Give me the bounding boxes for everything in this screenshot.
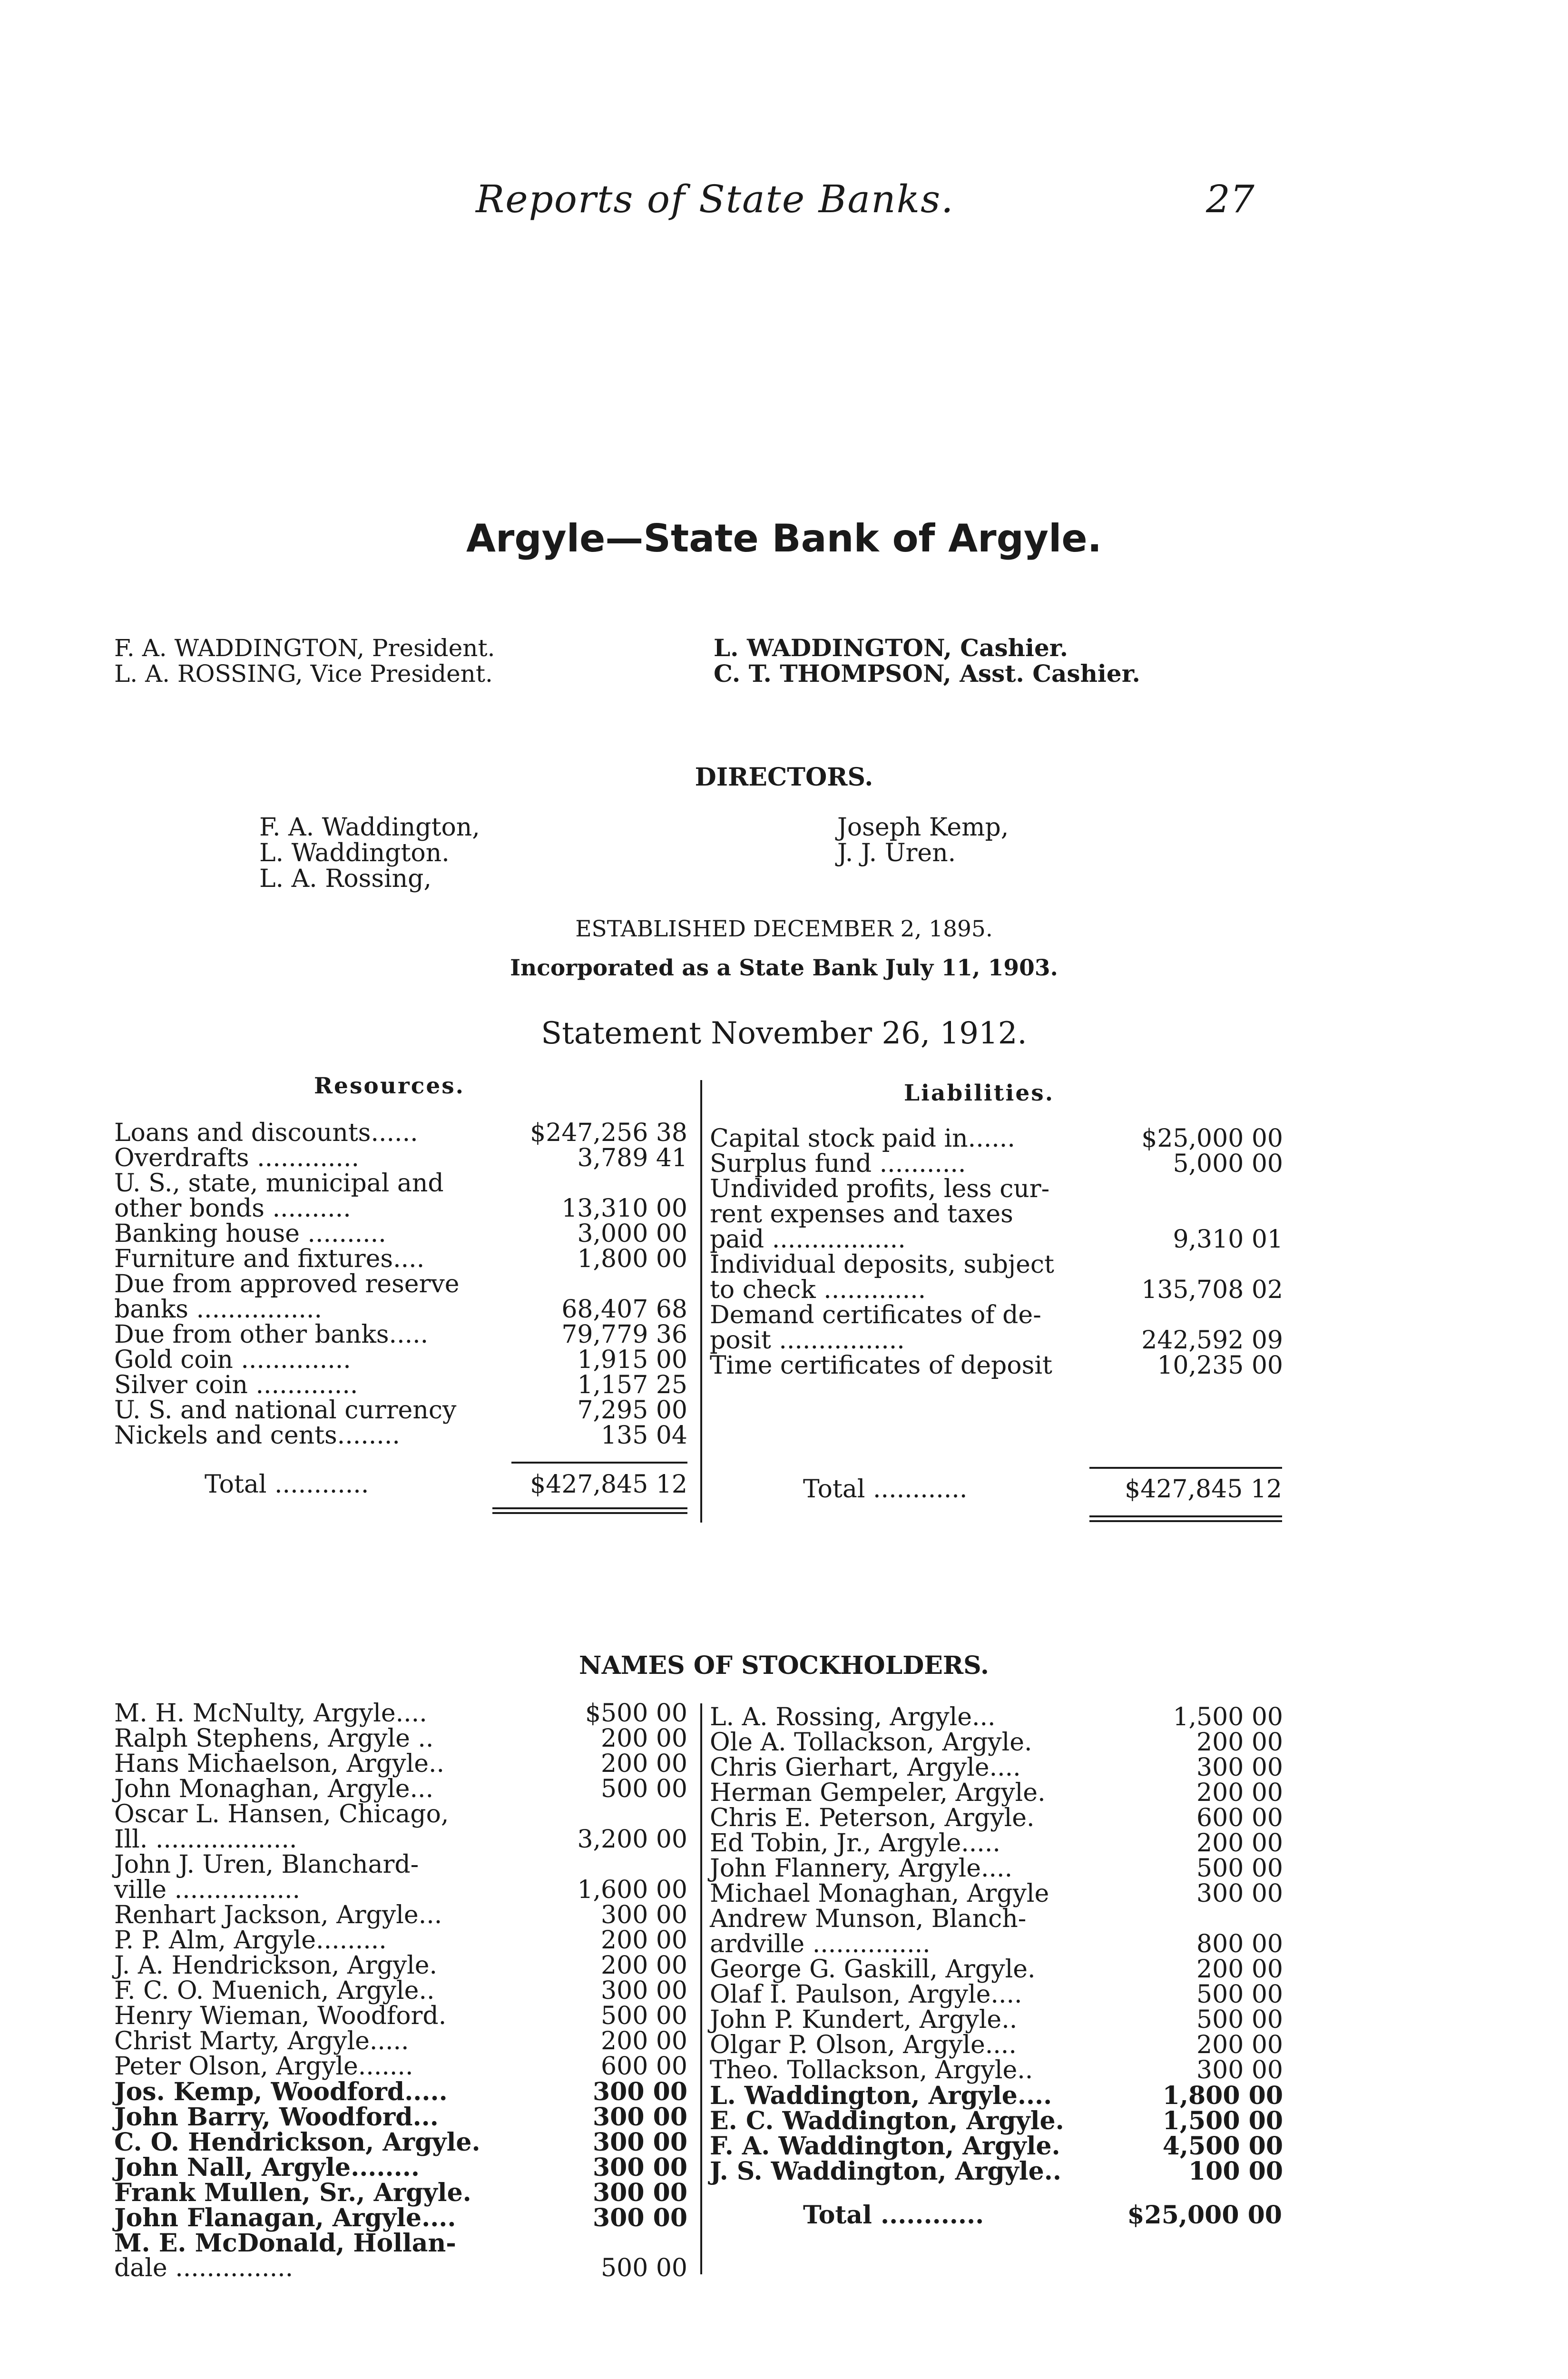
stockholder-row-amount: 500 00 [601,2002,687,2030]
resource-row-amount: 1,157 25 [577,1371,687,1399]
stockholders-left-list [114,1701,687,2281]
stockholder-row-label: Jos. Kemp, Woodford..... [114,2077,448,2106]
liability-row-label: Demand certificates of de- [710,1301,1041,1329]
liabilities-total-amount: $427,845 12 [1125,1475,1282,1504]
stockholders-divider [700,1703,702,2274]
resource-row [114,1272,687,1297]
stockholder-row [114,1777,687,1802]
stockholder-row-label: Andrew Munson, Blanch- [710,1905,1027,1933]
stockholder-row-label: Ed Tobin, Jr., Argyle..... [710,1829,1000,1858]
bank-title: Argyle—State Bank of Argyle. [466,516,1102,560]
liability-row [710,1278,1283,1303]
stockholder-row [710,1780,1283,1806]
resource-row [114,1221,687,1247]
officer-cashier: L. WADDINGTON, Cashier. [714,634,1068,662]
resource-row [114,1171,687,1196]
stockholder-row-label: John Flanagan, Argyle.... [114,2203,456,2232]
liability-row [710,1252,1283,1278]
stockholder-row [710,2058,1283,2083]
stockholder-row [710,1982,1283,2007]
stockholder-row-amount: $500 00 [585,1699,687,1728]
stockholder-row [114,1978,687,2004]
director-name: J. J. Uren. [837,839,956,867]
liability-row-label: Individual deposits, subject [710,1250,1054,1279]
stockholder-row [710,1755,1283,1780]
stockholder-row-amount: 500 00 [601,2254,687,2282]
stockholder-row-label: E. C. Waddington, Argyle. [710,2106,1064,2135]
stockholder-row [710,1881,1283,1907]
director-name: L. Waddington. [259,839,450,867]
resource-row-label: banks ................ [114,1295,322,1324]
stockholder-row-label: Ill. .................. [114,1825,297,1854]
stockholder-row [114,1878,687,1903]
resource-row-label: Due from other banks..... [114,1320,429,1349]
stockholder-row [114,2054,687,2079]
resource-row-amount: 7,295 00 [577,1396,687,1425]
stockholder-row-label: Renhart Jackson, Argyle... [114,1901,442,1929]
resource-row [114,1196,687,1221]
liability-row [710,1227,1283,1252]
stockholder-row-amount: 3,200 00 [577,1825,687,1854]
officer-asst-cashier: C. T. THOMPSON, Asst. Cashier. [714,659,1140,688]
stockholder-row-amount: 800 00 [1196,1930,1283,1958]
resource-row [114,1121,687,1146]
resources-table [114,1121,687,1448]
resource-row [114,1146,687,1171]
liability-row-amount: 10,235 00 [1157,1351,1283,1380]
resource-row-label: Banking house .......... [114,1219,386,1248]
stockholder-row [114,2231,687,2256]
liability-row-amount: $25,000 00 [1141,1124,1283,1153]
liabilities-double-rule [1089,1515,1282,1522]
stockholder-row-label: Oscar L. Hansen, Chicago, [114,1800,449,1828]
stockholder-row [710,2108,1283,2133]
stockholder-row-label: George G. Gaskill, Argyle. [710,1955,1036,1984]
stockholder-row-amount: 200 00 [1196,1779,1283,1807]
stockholder-row [710,2133,1283,2159]
resource-row [114,1247,687,1272]
stockholder-row-label: Ole A. Tollackson, Argyle. [710,1728,1032,1757]
liability-row-amount: 135,708 02 [1141,1276,1283,1304]
stockholder-row [710,2033,1283,2058]
stockholder-row [114,2079,687,2104]
stockholder-row-amount: 300 00 [592,2178,687,2207]
stockholder-row [114,1852,687,1878]
stockholder-row [710,1957,1283,1982]
stockholder-row-label: L. Waddington, Argyle.... [710,2081,1052,2110]
stockholder-row-label: Chris Gierhart, Argyle.... [710,1753,1021,1782]
resources-total-label: Total ............ [205,1470,369,1499]
stockholder-row [114,1701,687,1726]
stockholder-row-amount: 500 00 [1196,1854,1283,1883]
stockholder-row-amount: 300 00 [592,2128,687,2157]
stockholder-row-label: F. C. O. Muenich, Argyle.. [114,1976,435,2005]
resource-row [114,1322,687,1347]
resource-row [114,1398,687,1423]
stockholder-row-label: P. P. Alm, Argyle......... [114,1926,387,1955]
stockholder-row-label: M. E. McDonald, Hollan- [114,2229,456,2258]
resource-row-amount: 13,310 00 [561,1194,687,1223]
resource-row-amount: 1,800 00 [577,1245,687,1273]
stockholder-row-amount: 500 00 [1196,1980,1283,2009]
stockholder-row [114,2130,687,2155]
stockholder-row-amount: 1,500 00 [1173,1703,1283,1731]
stockholder-row-amount: 300 00 [1196,1753,1283,1782]
page-number: 27 [1206,177,1254,221]
resource-row-amount: 79,779 36 [561,1320,687,1349]
stockholder-row-amount: 200 00 [1196,1955,1283,1984]
resources-double-rule [492,1507,687,1514]
stockholder-row-amount: 300 00 [592,2203,687,2232]
stockholder-row-label: Herman Gempeler, Argyle. [710,1779,1046,1807]
stockholder-row-label: ville ................ [114,1876,301,1904]
liability-row-label: posit ................ [710,1326,905,1355]
stockholder-row-label: John Barry, Woodford... [114,2103,439,2132]
director-name: L. A. Rossing, [259,865,431,893]
stockholder-row-label: John Flannery, Argyle.... [710,1854,1013,1883]
liability-row [710,1303,1283,1328]
liability-row [710,1126,1283,1151]
stockholder-row-amount: 300 00 [1196,1879,1283,1908]
stockholder-row-amount: 200 00 [1196,2031,1283,2059]
stockholders-right-list [710,1705,1283,2184]
stockholder-row-label: J. A. Hendrickson, Argyle. [114,1951,438,1980]
resource-row-amount: 3,789 41 [577,1144,687,1172]
stockholder-row-amount: 200 00 [601,1951,687,1980]
resource-row-label: Gold coin .............. [114,1346,351,1374]
directors-heading: DIRECTORS. [695,763,873,792]
stockholder-row-label: Peter Olson, Argyle....... [114,2052,413,2081]
stockholder-row [114,1726,687,1751]
director-name: Joseph Kemp, [837,813,1009,842]
stockholder-row [710,1705,1283,1730]
resource-row-amount: 135 04 [601,1421,687,1450]
liability-row-label: Time certificates of deposit [710,1351,1052,1380]
stockholder-row-label: Frank Mullen, Sr., Argyle. [114,2178,471,2207]
stockholder-row [114,1827,687,1852]
stockholder-row [710,1806,1283,1831]
stockholder-row [114,1802,687,1827]
statement-divider [700,1080,702,1523]
stockholder-row-amount: 200 00 [601,1926,687,1955]
stockholder-row [114,2205,687,2231]
stockholder-row-amount: 500 00 [601,1775,687,1803]
stockholder-row [710,1932,1283,1957]
stockholder-row-label: Olaf I. Paulson, Argyle.... [710,1980,1022,2009]
director-name: F. A. Waddington, [259,813,480,842]
stockholder-row [114,2256,687,2281]
stockholder-row-amount: 600 00 [1196,1804,1283,1832]
stockholder-row-label: Henry Wieman, Woodford. [114,2002,447,2030]
stockholder-row-label: L. A. Rossing, Argyle... [710,1703,996,1731]
stockholder-row-label: Hans Michaelson, Argyle.. [114,1750,445,1778]
stockholder-row-amount: 300 00 [592,2103,687,2132]
running-title: Reports of State Banks. [476,177,954,221]
stockholder-row-amount: 1,500 00 [1162,2106,1283,2135]
liability-row-label: paid ................. [710,1225,906,1254]
liability-row-amount: 9,310 01 [1173,1225,1283,1254]
resource-row-label: Silver coin ............. [114,1371,358,1399]
stockholder-row [114,2180,687,2205]
resource-row-amount: 3,000 00 [577,1219,687,1248]
resources-total-rule [511,1462,687,1464]
officers-left [114,635,495,687]
stockholder-row-amount: 200 00 [601,1750,687,1778]
stockholder-row [710,2083,1283,2108]
stockholder-row-amount: 200 00 [601,1724,687,1753]
liabilities-table [710,1126,1283,1378]
resources-total-amount: $427,845 12 [530,1470,687,1499]
stockholder-row-amount: 300 00 [601,1976,687,2005]
stockholder-row-label: dale ............... [114,2254,294,2282]
stockholder-row-label: M. H. McNulty, Argyle.... [114,1699,427,1728]
resource-row-label: Nickels and cents........ [114,1421,400,1450]
stockholder-row-amount: 300 00 [1196,2056,1283,2084]
liability-row-label: to check ............. [710,1276,926,1304]
stockholders-total-label: Total ............ [803,2201,984,2230]
resource-row-label: Due from approved reserve [114,1270,460,1298]
stockholder-row-amount: 200 00 [601,2027,687,2055]
liability-row [710,1151,1283,1177]
statement-date: Statement November 26, 1912. [541,1016,1027,1051]
liability-row [710,1202,1283,1227]
incorporated-line: Incorporated as a State Bank July 11, 1903. [510,955,1058,981]
stockholder-row-label: John P. Kundert, Argyle.. [710,2005,1018,2034]
officer-president: F. A. WADDINGTON, President. [114,634,495,662]
stockholder-row [710,2159,1283,2184]
liability-row [710,1177,1283,1202]
directors-right [837,815,1009,866]
resource-row-label: U. S. and national currency [114,1396,457,1425]
stockholder-row-amount: 500 00 [1196,2005,1283,2034]
stockholder-row-label: John J. Uren, Blanchard- [114,1850,419,1879]
stockholder-row-label: Olgar P. Olson, Argyle.... [710,2031,1017,2059]
stockholder-row-amount: 300 00 [592,2153,687,2182]
stockholder-row-amount: 300 00 [601,1901,687,1929]
stockholder-row-label: Ralph Stephens, Argyle .. [114,1724,434,1753]
directors-left [259,815,480,892]
stockholder-row-label: John Nall, Argyle........ [114,2153,420,2182]
stockholder-row [114,1903,687,1928]
liability-row-amount: 242,592 09 [1141,1326,1283,1355]
stockholder-row [114,1928,687,1953]
resource-row [114,1347,687,1373]
stockholder-row [114,2104,687,2130]
liability-row-label: Capital stock paid in...... [710,1124,1015,1153]
stockholder-row-amount: 1,800 00 [1162,2081,1283,2110]
stockholder-row-label: F. A. Waddington, Argyle. [710,2132,1060,2161]
stockholder-row-label: Michael Monaghan, Argyle [710,1879,1049,1908]
resources-heading: Resources. [314,1073,465,1099]
liability-row-label: Undivided profits, less cur- [710,1175,1050,1203]
resource-row-label: Furniture and fixtures.... [114,1245,425,1273]
stockholder-row-label: Theo. Tollackson, Argyle.. [710,2056,1033,2084]
resource-row-amount: $247,256 38 [530,1119,687,1147]
stockholder-row-amount: 600 00 [601,2052,687,2081]
resource-row-label: Overdrafts ............. [114,1144,360,1172]
resource-row-label: other bonds .......... [114,1194,351,1223]
stockholder-row [114,2004,687,2029]
stockholder-row [710,1831,1283,1856]
stockholder-row-label: Christ Marty, Argyle..... [114,2027,409,2055]
stockholder-row [114,1751,687,1777]
officers-right [714,635,1140,687]
stockholder-row-label: Chris E. Peterson, Argyle. [710,1804,1035,1832]
resource-row [114,1297,687,1322]
stockholders-heading: NAMES OF STOCKHOLDERS. [579,1651,989,1680]
stockholder-row-amount: 200 00 [1196,1728,1283,1757]
liability-row [710,1353,1283,1378]
stockholder-row-amount: 4,500 00 [1162,2132,1283,2161]
stockholder-row-amount: 200 00 [1196,1829,1283,1858]
resource-row-label: Loans and discounts...... [114,1119,418,1147]
stockholder-row-label: ardville ............... [710,1930,931,1958]
resource-row [114,1373,687,1398]
liabilities-total-rule [1089,1467,1282,1469]
stockholder-row [114,2155,687,2180]
resource-row-amount: 1,915 00 [577,1346,687,1374]
stockholder-row-amount: 1,600 00 [577,1876,687,1904]
stockholder-row [710,1730,1283,1755]
liability-row-label: rent expenses and taxes [710,1200,1013,1229]
stockholder-row [710,2007,1283,2033]
stockholder-row-label: C. O. Hendrickson, Argyle. [114,2128,480,2157]
stockholder-row-label: John Monaghan, Argyle... [114,1775,434,1803]
liability-row [710,1328,1283,1353]
liability-row-label: Surplus fund ........... [710,1150,966,1178]
stockholders-total-amount: $25,000 00 [1127,2201,1282,2230]
stockholder-row [710,1856,1283,1881]
established-line: ESTABLISHED DECEMBER 2, 1895. [575,916,993,942]
liabilities-total-label: Total ............ [803,1475,968,1504]
liability-row-amount: 5,000 00 [1173,1150,1283,1178]
resource-row [114,1423,687,1448]
stockholder-row [710,1907,1283,1932]
resource-row-label: U. S., state, municipal and [114,1169,444,1198]
officer-vice-president: L. A. ROSSING, Vice President. [114,660,493,688]
stockholder-row-amount: 300 00 [592,2077,687,2106]
liabilities-heading: Liabilities. [904,1080,1055,1106]
stockholder-row [114,1953,687,1978]
resource-row-amount: 68,407 68 [561,1295,687,1324]
stockholder-row [114,2029,687,2054]
stockholder-row-amount: 100 00 [1188,2157,1283,2186]
stockholder-row-label: J. S. Waddington, Argyle.. [710,2157,1061,2186]
